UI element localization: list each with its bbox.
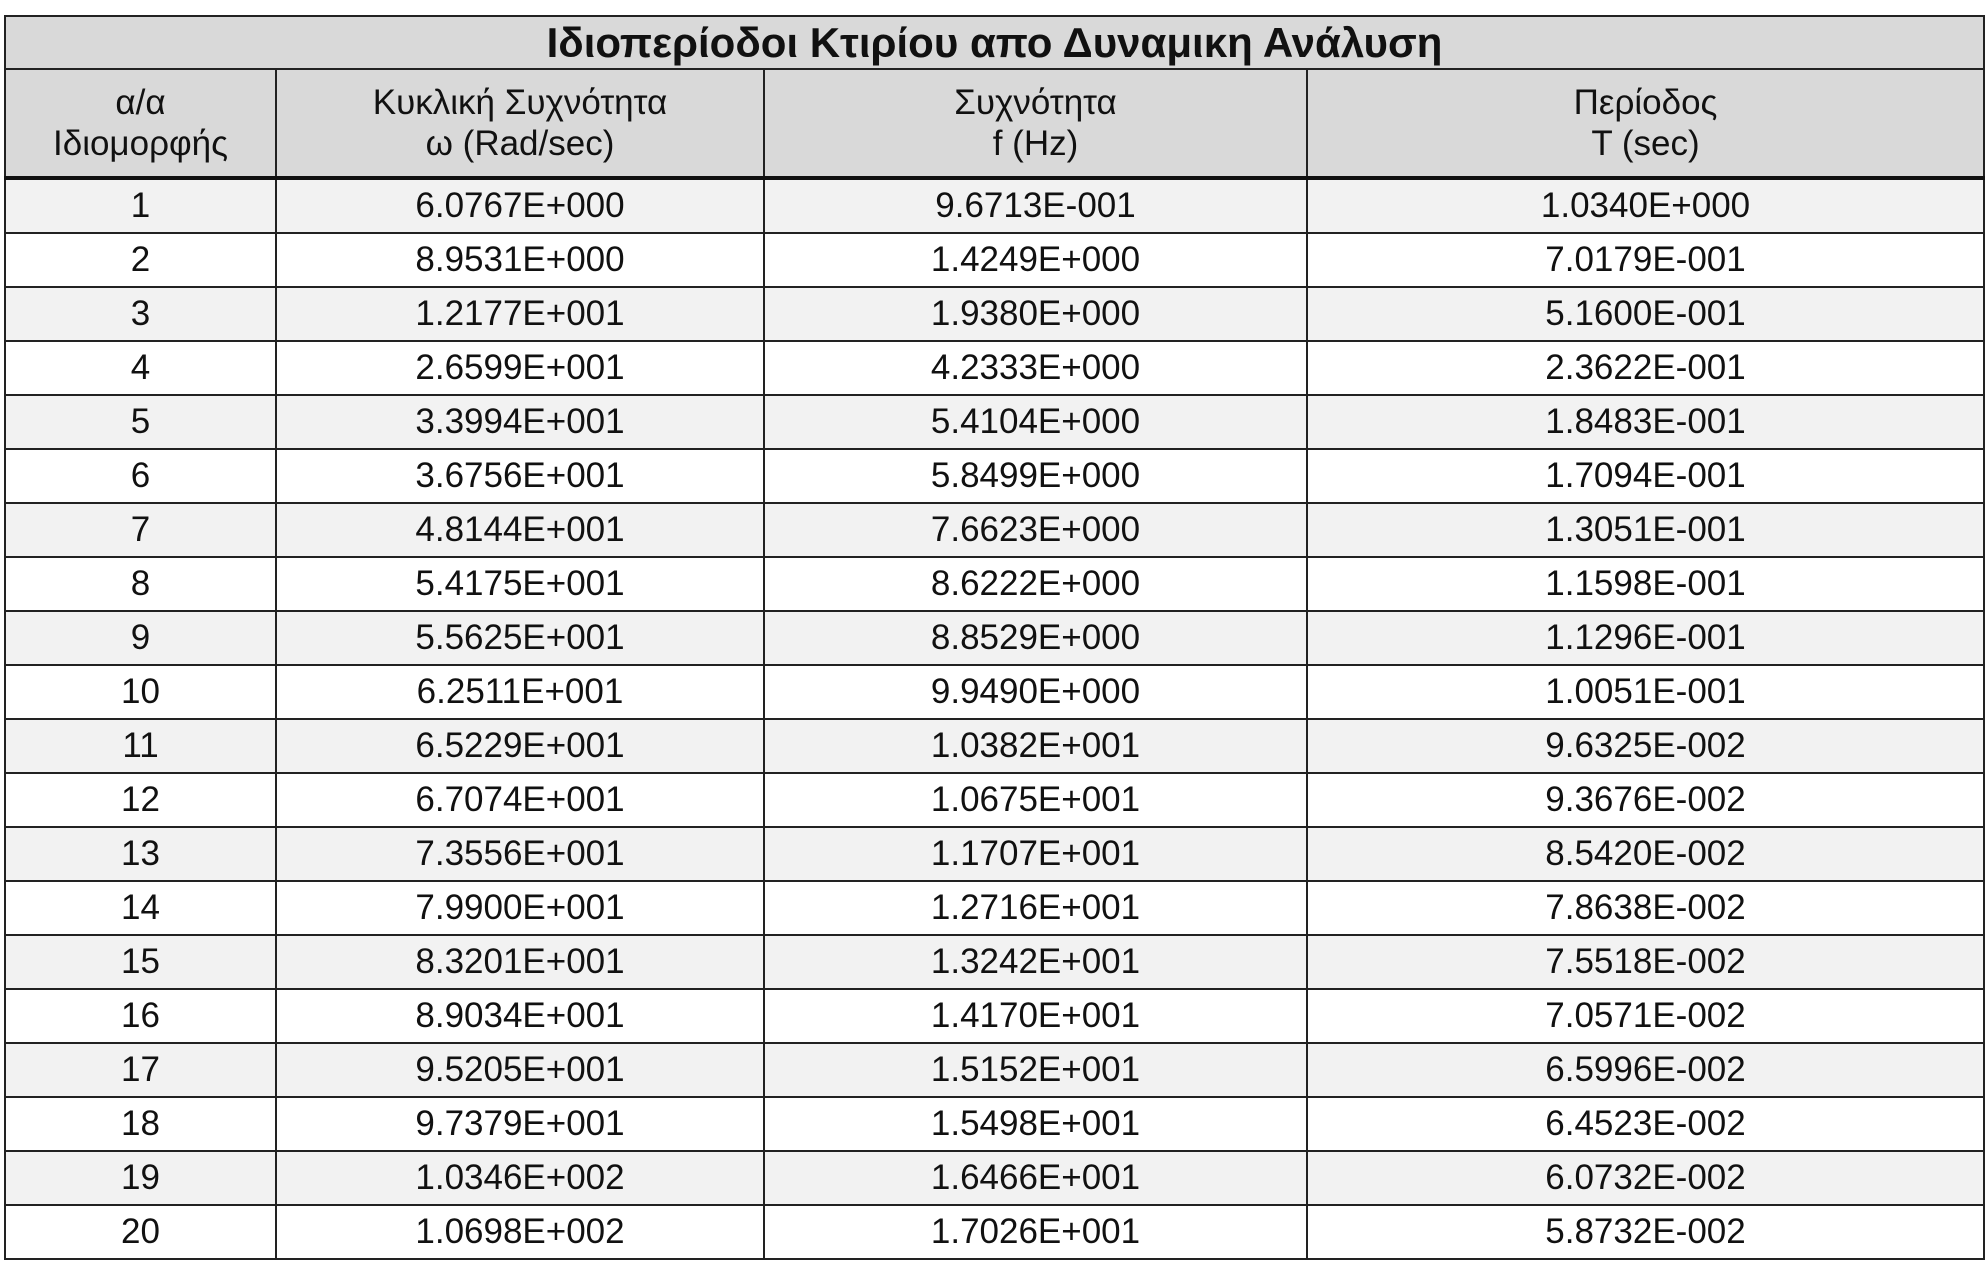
cell-frequency: 9.6713E-001 (764, 178, 1307, 233)
cell-circular-frequency: 9.5205E+001 (276, 1043, 764, 1097)
cell-circular-frequency: 6.7074E+001 (276, 773, 764, 827)
cell-mode-number: 4 (5, 341, 276, 395)
cell-mode-number: 12 (5, 773, 276, 827)
cell-mode-number: 13 (5, 827, 276, 881)
cell-mode-number: 20 (5, 1205, 276, 1259)
table-row (5, 611, 1984, 665)
cell-period: 1.8483E-001 (1307, 395, 1984, 449)
cell-period: 7.8638E-002 (1307, 881, 1984, 935)
modal-periods-table-container (4, 15, 1983, 1260)
column-header-frequency (764, 69, 1307, 178)
table-row (5, 1205, 1984, 1259)
cell-frequency: 1.5498E+001 (764, 1097, 1307, 1151)
table-row (5, 1097, 1984, 1151)
cell-period: 7.5518E-002 (1307, 935, 1984, 989)
cell-circular-frequency: 8.9531E+000 (276, 233, 764, 287)
cell-circular-frequency: 6.2511E+001 (276, 665, 764, 719)
cell-frequency: 1.4170E+001 (764, 989, 1307, 1043)
cell-circular-frequency: 1.2177E+001 (276, 287, 764, 341)
cell-mode-number: 15 (5, 935, 276, 989)
table-row (5, 233, 1984, 287)
cell-period: 1.3051E-001 (1307, 503, 1984, 557)
table-row (5, 395, 1984, 449)
cell-period: 9.6325E-002 (1307, 719, 1984, 773)
cell-mode-number: 5 (5, 395, 276, 449)
modal-periods-table (4, 15, 1985, 1260)
cell-circular-frequency: 4.8144E+001 (276, 503, 764, 557)
cell-period: 1.0340E+000 (1307, 178, 1984, 233)
table-row (5, 287, 1984, 341)
cell-period: 6.5996E-002 (1307, 1043, 1984, 1097)
column-header-line1: α/α (115, 83, 166, 122)
cell-frequency: 1.7026E+001 (764, 1205, 1307, 1259)
cell-frequency: 8.8529E+000 (764, 611, 1307, 665)
cell-circular-frequency: 5.4175E+001 (276, 557, 764, 611)
cell-mode-number: 18 (5, 1097, 276, 1151)
cell-period: 5.1600E-001 (1307, 287, 1984, 341)
cell-frequency: 1.5152E+001 (764, 1043, 1307, 1097)
cell-circular-frequency: 1.0346E+002 (276, 1151, 764, 1205)
cell-circular-frequency: 9.7379E+001 (276, 1097, 764, 1151)
cell-frequency: 1.0675E+001 (764, 773, 1307, 827)
cell-period: 8.5420E-002 (1307, 827, 1984, 881)
cell-period: 9.3676E-002 (1307, 773, 1984, 827)
cell-mode-number: 3 (5, 287, 276, 341)
table-row (5, 1151, 1984, 1205)
table-row (5, 1043, 1984, 1097)
cell-circular-frequency: 6.0767E+000 (276, 178, 764, 233)
cell-mode-number: 8 (5, 557, 276, 611)
cell-period: 2.3622E-001 (1307, 341, 1984, 395)
cell-period: 6.0732E-002 (1307, 1151, 1984, 1205)
cell-period: 1.7094E-001 (1307, 449, 1984, 503)
table-row (5, 827, 1984, 881)
cell-period: 1.0051E-001 (1307, 665, 1984, 719)
cell-frequency: 4.2333E+000 (764, 341, 1307, 395)
cell-circular-frequency: 8.9034E+001 (276, 989, 764, 1043)
cell-mode-number: 11 (5, 719, 276, 773)
cell-mode-number: 2 (5, 233, 276, 287)
cell-period: 6.4523E-002 (1307, 1097, 1984, 1151)
cell-circular-frequency: 3.6756E+001 (276, 449, 764, 503)
column-header-period (1307, 69, 1984, 178)
cell-circular-frequency: 7.9900E+001 (276, 881, 764, 935)
cell-circular-frequency: 3.3994E+001 (276, 395, 764, 449)
column-header-line2: T (sec) (1591, 124, 1700, 163)
cell-frequency: 1.2716E+001 (764, 881, 1307, 935)
cell-circular-frequency: 7.3556E+001 (276, 827, 764, 881)
cell-period: 7.0179E-001 (1307, 233, 1984, 287)
cell-circular-frequency: 5.5625E+001 (276, 611, 764, 665)
table-row (5, 341, 1984, 395)
cell-mode-number: 6 (5, 449, 276, 503)
table-row (5, 989, 1984, 1043)
column-header-circular-frequency (276, 69, 764, 178)
cell-frequency: 1.3242E+001 (764, 935, 1307, 989)
cell-mode-number: 10 (5, 665, 276, 719)
cell-frequency: 9.9490E+000 (764, 665, 1307, 719)
cell-mode-number: 14 (5, 881, 276, 935)
column-header-line1: Περίοδος (1573, 83, 1718, 122)
cell-frequency: 8.6222E+000 (764, 557, 1307, 611)
table-row (5, 881, 1984, 935)
cell-circular-frequency: 1.0698E+002 (276, 1205, 764, 1259)
header-row (5, 69, 1984, 178)
table-row (5, 503, 1984, 557)
column-header-line2: Ιδιομορφής (52, 124, 229, 163)
column-header-line2: ω (Rad/sec) (425, 124, 615, 163)
column-header-line1: Συχνότητα (954, 83, 1117, 122)
cell-period: 1.1296E-001 (1307, 611, 1984, 665)
table-row (5, 178, 1984, 233)
cell-mode-number: 9 (5, 611, 276, 665)
table-title: Ιδιοπερίοδοι Κτιρίου απο Δυναμικη Ανάλυση (5, 16, 1984, 69)
column-header-line2: f (Hz) (992, 124, 1079, 163)
cell-circular-frequency: 2.6599E+001 (276, 341, 764, 395)
cell-frequency: 1.0382E+001 (764, 719, 1307, 773)
cell-frequency: 1.1707E+001 (764, 827, 1307, 881)
cell-frequency: 7.6623E+000 (764, 503, 1307, 557)
cell-period: 1.1598E-001 (1307, 557, 1984, 611)
cell-mode-number: 19 (5, 1151, 276, 1205)
cell-frequency: 5.8499E+000 (764, 449, 1307, 503)
cell-mode-number: 17 (5, 1043, 276, 1097)
table-row (5, 773, 1984, 827)
cell-period: 5.8732E-002 (1307, 1205, 1984, 1259)
cell-period: 7.0571E-002 (1307, 989, 1984, 1043)
table-row (5, 557, 1984, 611)
cell-frequency: 1.6466E+001 (764, 1151, 1307, 1205)
cell-mode-number: 7 (5, 503, 276, 557)
cell-mode-number: 1 (5, 178, 276, 233)
cell-frequency: 1.9380E+000 (764, 287, 1307, 341)
table-body (5, 178, 1984, 1259)
table-row (5, 449, 1984, 503)
cell-frequency: 5.4104E+000 (764, 395, 1307, 449)
cell-circular-frequency: 8.3201E+001 (276, 935, 764, 989)
table-row (5, 935, 1984, 989)
table-row (5, 665, 1984, 719)
table-row (5, 719, 1984, 773)
cell-mode-number: 16 (5, 989, 276, 1043)
cell-circular-frequency: 6.5229E+001 (276, 719, 764, 773)
column-header-line1: Κυκλική Συχνότητα (372, 83, 668, 122)
cell-frequency: 1.4249E+000 (764, 233, 1307, 287)
column-header-mode-number (5, 69, 276, 178)
